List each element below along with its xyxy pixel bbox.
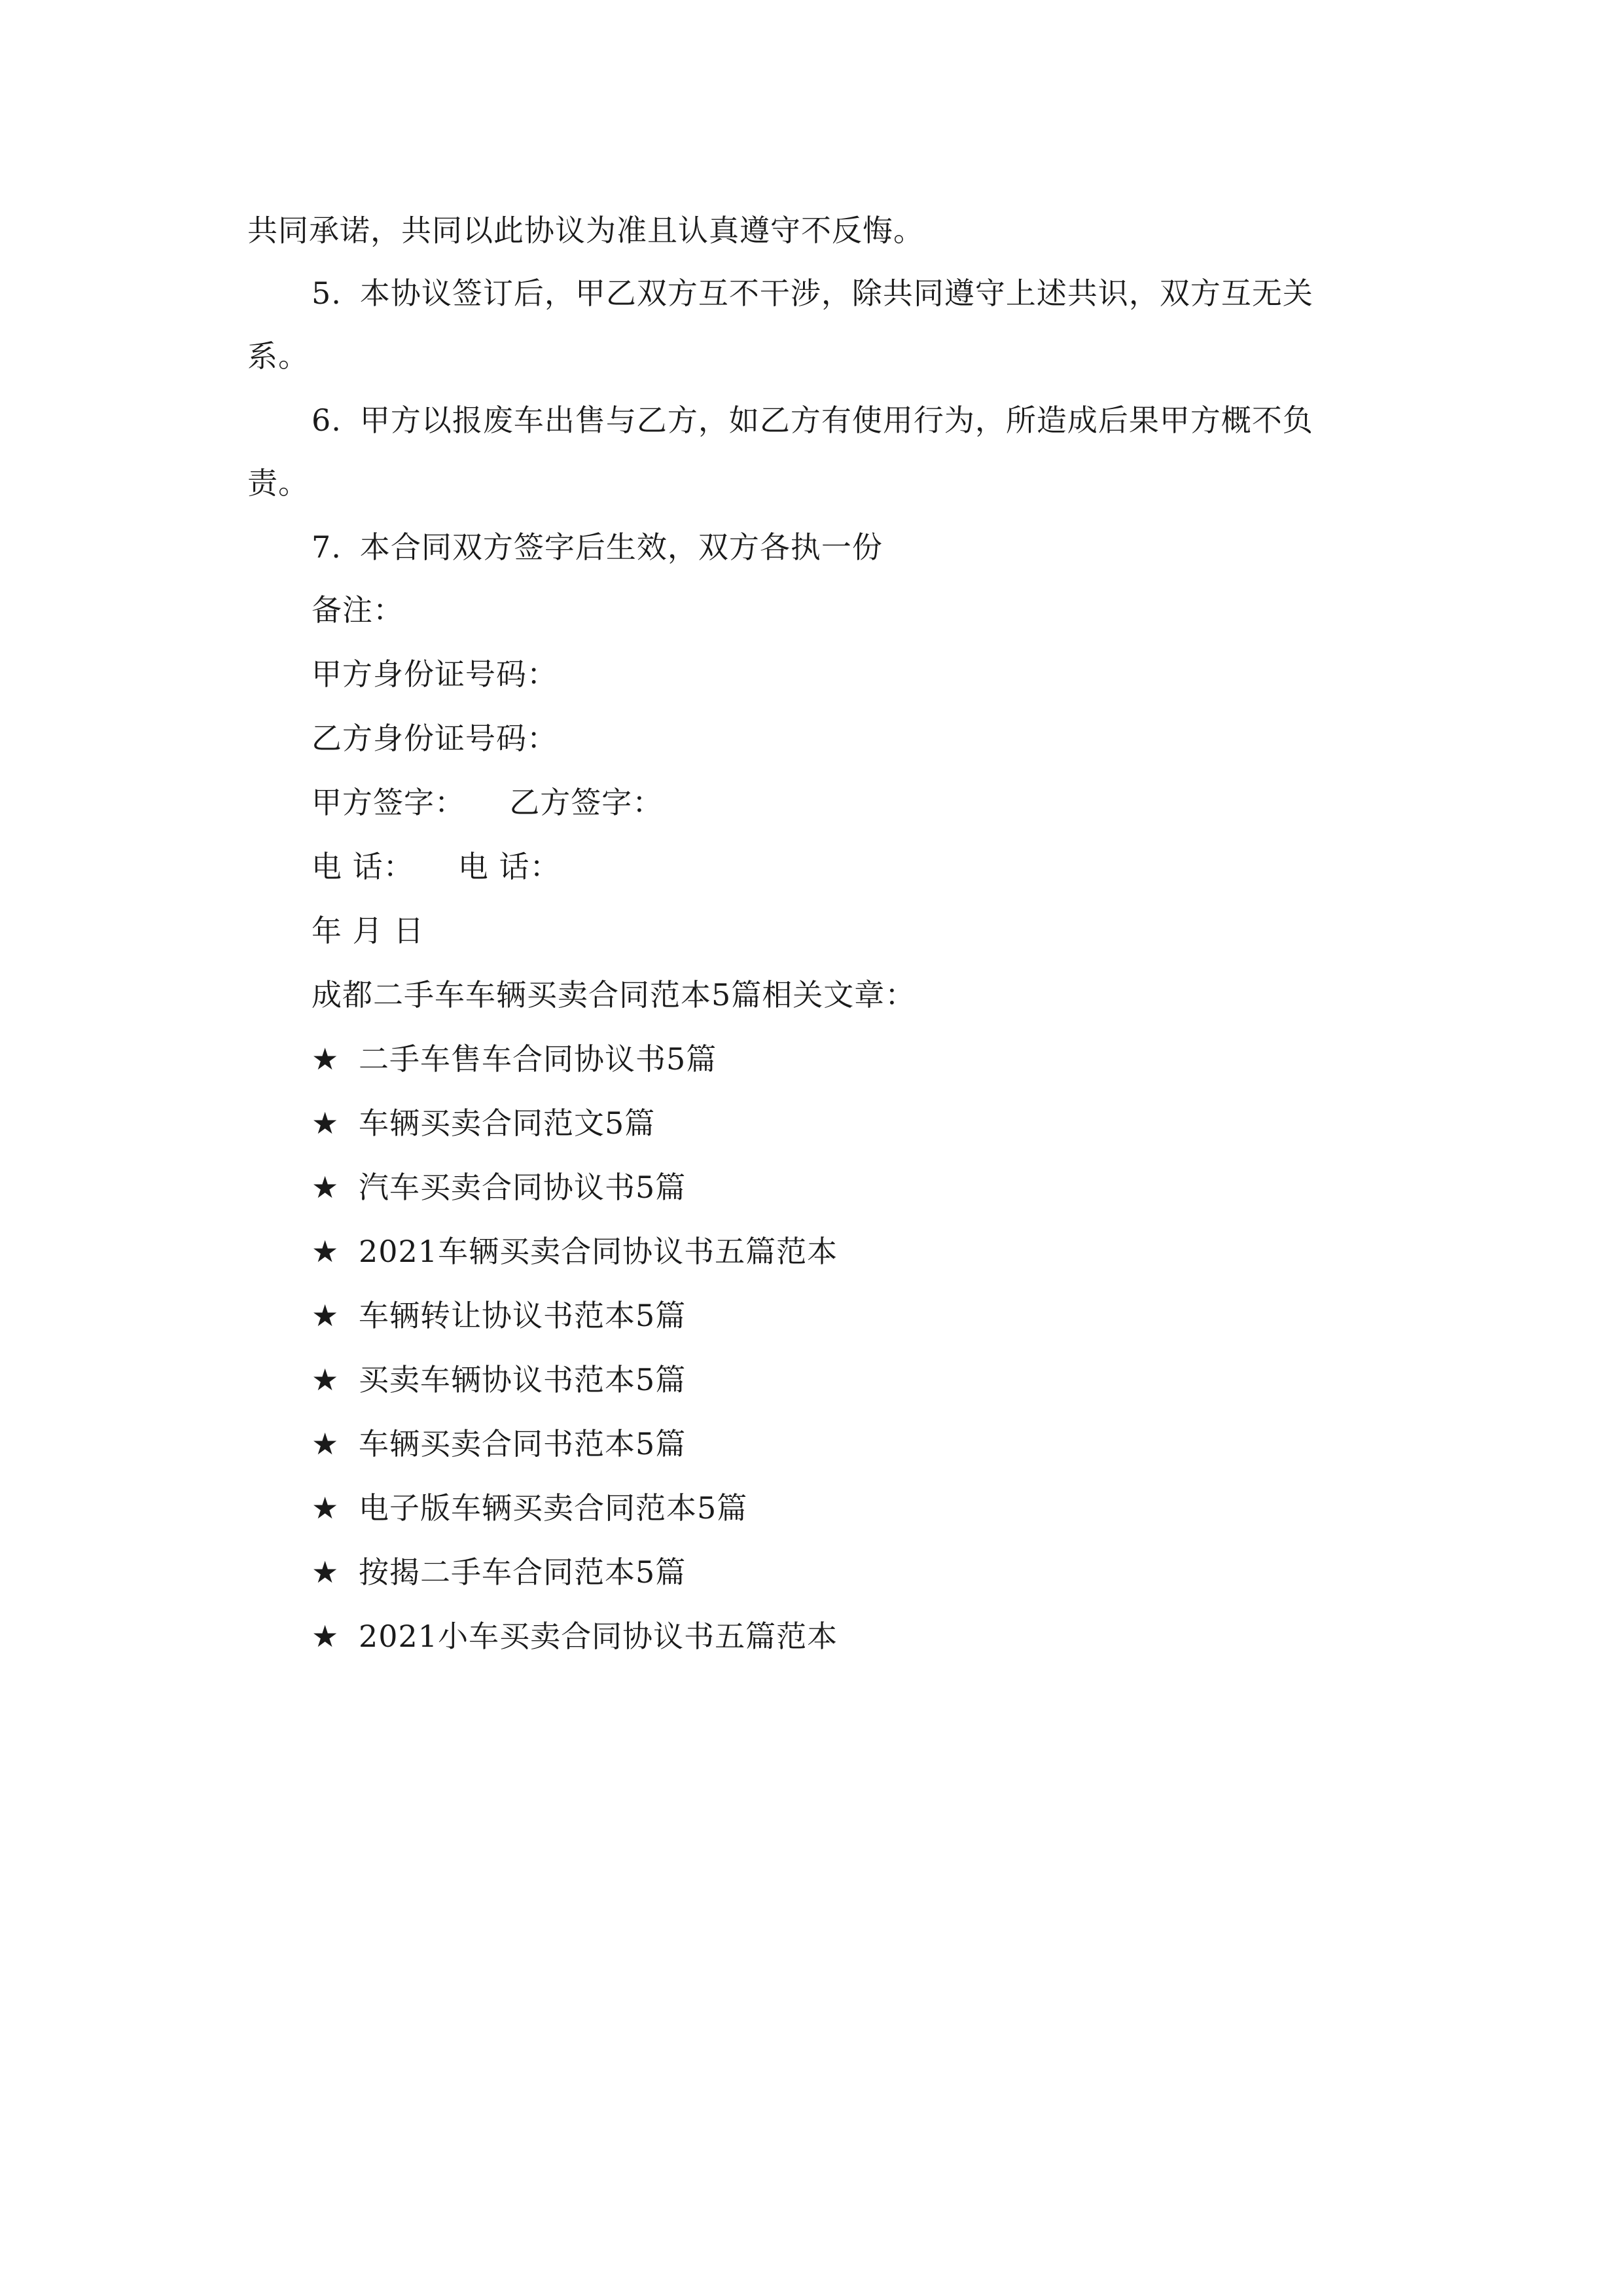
related-article-link[interactable] (312, 1360, 1457, 1399)
clause-7-line-1 (312, 528, 1457, 567)
clause-text: 甲方以报废车出售与乙方，如乙方有使用行为，所造成后果甲方概不负 (359, 403, 1313, 438)
related-article-link[interactable] (312, 1168, 1457, 1207)
star-icon: ★ (312, 1490, 340, 1526)
continuation-line: 共同承诺，共同以此协议为准且认真遵守不反悔。 (247, 213, 924, 248)
date-line: 年 月 日 (312, 913, 425, 948)
related-article-link[interactable] (312, 1296, 1457, 1335)
clause-number: 7. (312, 529, 342, 565)
phone-label-b: 电 话： (457, 849, 561, 884)
clause-number: 5. (312, 276, 342, 311)
related-article-title: 2021车辆买卖合同协议书五篇范本 (359, 1234, 838, 1269)
related-article-title: 买卖车辆协议书范本5篇 (359, 1362, 687, 1397)
phone-line (312, 847, 1457, 886)
star-icon: ★ (312, 1554, 340, 1590)
related-article-link[interactable] (312, 1552, 1457, 1592)
clause-6-line-2: 责。 (247, 465, 309, 501)
clause-text: 本协议签订后，甲乙双方互不干涉，除共同遵守上述共识，双方互无关 (359, 276, 1313, 311)
related-article-title: 车辆买卖合同书范本5篇 (359, 1426, 687, 1462)
star-icon: ★ (312, 1041, 340, 1077)
related-article-title: 2021小车买卖合同协议书五篇范本 (359, 1619, 838, 1654)
remarks-label: 备注： (312, 592, 404, 628)
party-b-sign-label: 乙方签字： (509, 785, 664, 820)
clause-number: 6. (312, 403, 342, 438)
phone-label-a: 电 话： (312, 849, 414, 884)
star-icon: ★ (312, 1234, 340, 1269)
party-a-sign-label: 甲方签字： (312, 785, 465, 820)
star-icon: ★ (312, 1362, 340, 1397)
related-article-link[interactable] (312, 1232, 1457, 1271)
clause-6-line-1 (312, 401, 1457, 440)
clause-5-line-1 (312, 274, 1457, 313)
related-article-link[interactable] (312, 1039, 1457, 1079)
related-article-title: 车辆转让协议书范本5篇 (359, 1298, 687, 1333)
related-article-title: 二手车售车合同协议书5篇 (359, 1041, 717, 1077)
related-heading: 成都二手车车辆买卖合同范本5篇相关文章： (312, 977, 916, 1013)
related-article-title: 车辆买卖合同范文5篇 (359, 1105, 656, 1141)
related-article-link[interactable] (312, 1488, 1457, 1528)
related-article-link[interactable] (312, 1424, 1457, 1463)
related-article-title: 电子版车辆买卖合同范本5篇 (359, 1490, 748, 1526)
signature-line (312, 783, 1457, 822)
star-icon: ★ (312, 1426, 340, 1462)
clause-5-line-2: 系。 (247, 338, 309, 374)
related-article-link[interactable] (312, 1617, 1457, 1656)
party-b-id-label: 乙方身份证号码： (312, 721, 558, 756)
related-article-link[interactable] (312, 1103, 1457, 1143)
related-article-title: 按揭二手车合同范本5篇 (359, 1554, 687, 1590)
party-a-id-label: 甲方身份证号码： (312, 656, 558, 692)
clause-text: 本合同双方签字后生效，双方各执一份 (359, 529, 883, 565)
star-icon: ★ (312, 1298, 340, 1333)
star-icon: ★ (312, 1105, 340, 1141)
star-icon: ★ (312, 1170, 340, 1205)
related-article-title: 汽车买卖合同协议书5篇 (359, 1170, 687, 1205)
star-icon: ★ (312, 1619, 340, 1654)
